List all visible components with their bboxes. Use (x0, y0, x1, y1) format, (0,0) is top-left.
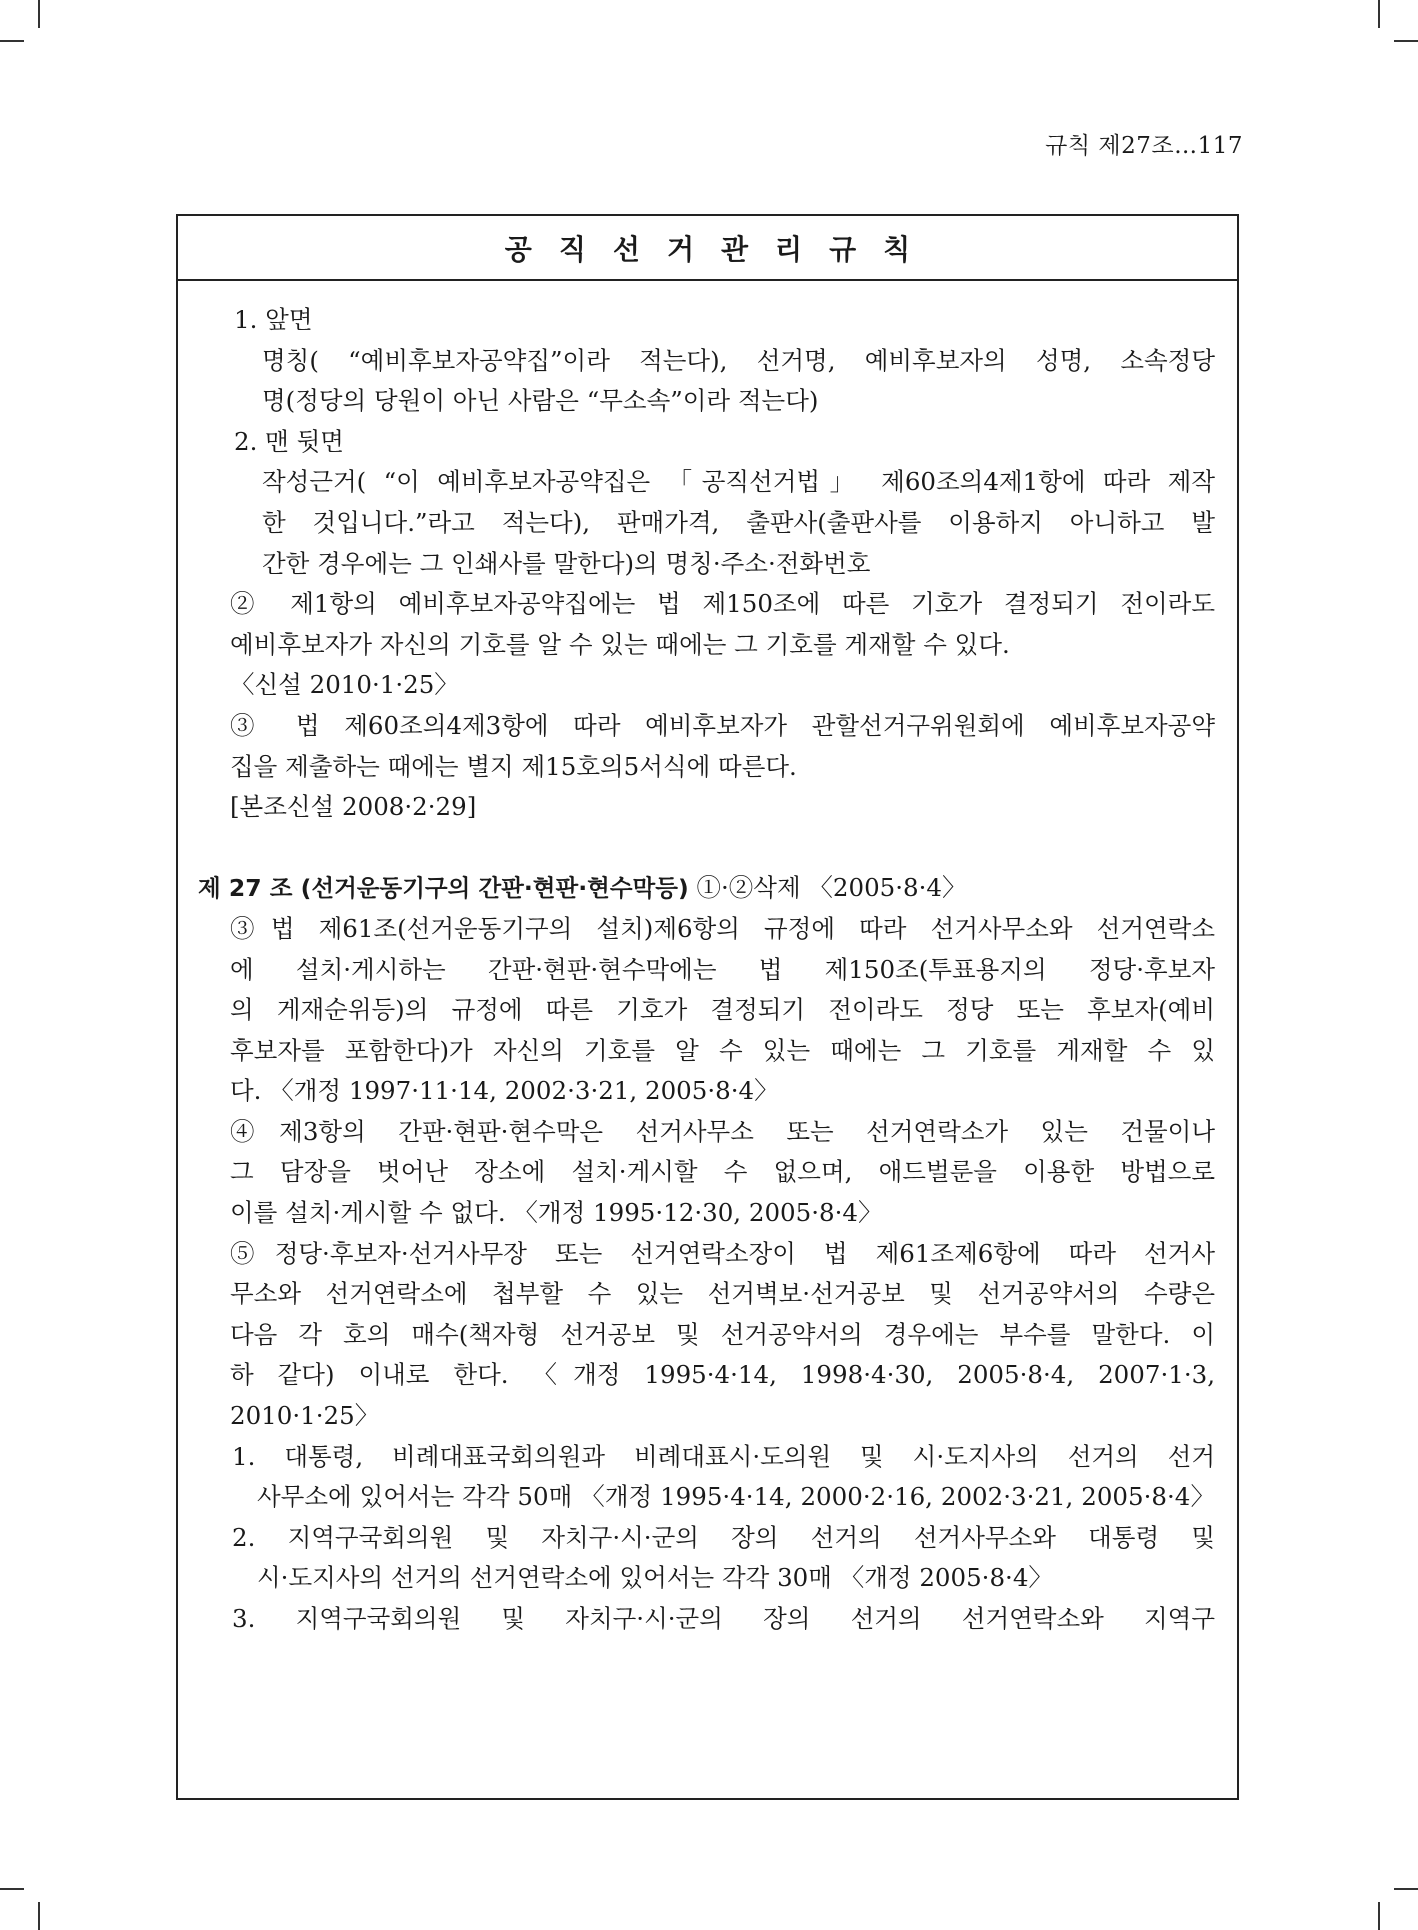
text-line: 이를 설치·게시할 수 없다. 〈개정 1995·12·30, 2005·8·4〉 (230, 1198, 883, 1228)
text-line: 작성근거( “이 예비후보자공약집은 「공직선거법」 제60조의4제1항에 따라 제작 (262, 467, 1215, 497)
article-deleted-note: ①·②삭제 〈2005·8·4〉 (696, 873, 967, 903)
text-line: 사무소에 있어서는 각각 50매 〈개정 1995·4·14, 2000·2·16, 2002·3·21, 2005·8·4〉 (257, 1482, 1215, 1512)
list-item-2: 2. 지역구국회의원 및 자치구·시·군의 장의 선거의 선거사무소와 대통령 및 (232, 1522, 1215, 1552)
item-front: 1. 앞면 (234, 305, 313, 334)
item-back: 2. 맨 뒷면 (234, 426, 344, 456)
crop-mark-bottom-left-h (0, 1888, 24, 1890)
text-line: 명(정당의 당원이 아닌 사람은 “무소속”이라 적는다) (262, 386, 819, 416)
list-item-1: 1. 대통령, 비례대표국회의원과 비례대표시·도의원 및 시·도지사의 선거의 선거 (232, 1441, 1215, 1471)
text-line: 2010·1·25〉 (230, 1401, 380, 1431)
article-27-heading (178, 868, 1215, 909)
amendment-note: 〈신설 2010·1·25〉 (230, 670, 459, 700)
crop-mark-bottom-left-v (38, 1902, 40, 1930)
content-box (176, 214, 1239, 1800)
crop-mark-top-right-h (1394, 40, 1418, 42)
text-line: 집을 제출하는 때에는 별지 제15호의5서식에 따른다. (230, 751, 797, 781)
crop-mark-bottom-right-h (1394, 1888, 1418, 1890)
text-line: 명칭( “예비후보자공약집”이라 적는다), 선거명, 예비후보자의 성명, 소속정당 (262, 345, 1215, 375)
text-line: 무소와 선거연락소에 첩부할 수 있는 선거벽보·선거공보 및 선거공약서의 수량은 (230, 1279, 1215, 1309)
crop-mark-top-left-h (0, 40, 24, 42)
running-head: 규칙 제27조…117 (1045, 133, 1243, 159)
text-line: 간한 경우에는 그 인쇄사를 말한다)의 명칭·주소·전화번호 (262, 548, 871, 578)
text-line: 에 설치·게시하는 간판·현판·현수막에는 법 제150조(투표용지의 정당·후보자 (230, 954, 1215, 984)
article-title: 제 27 조 (선거운동기구의 간판·현판·현수막등) (198, 874, 689, 903)
text-line: 의 게재순위등)의 규정에 따른 기호가 결정되기 전이라도 정당 또는 후보자(예비 (230, 995, 1215, 1025)
paragraph-3: ③ 법 제60조의4제3항에 따라 예비후보자가 관할선거구위원회에 예비후보자공약 (230, 710, 1215, 740)
crop-mark-top-right-v (1378, 0, 1380, 28)
enactment-note: [본조신설 2008·2·29] (230, 792, 477, 822)
crop-mark-bottom-right-v (1378, 1902, 1380, 1930)
text-line: 한 것입니다.”라고 적는다), 판매가격, 출판사(출판사를 이용하지 아니하고 발 (262, 507, 1215, 537)
text-line: 다음 각 호의 매수(책자형 선거공보 및 선거공약서의 경우에는 부수를 말한다. 이 (230, 1319, 1215, 1349)
box-title: 공직선거관리규칙 (178, 216, 1237, 281)
text-line: 시·도지사의 선거의 선거연락소에 있어서는 각각 30매 〈개정 2005·8·4〉 (257, 1563, 1053, 1593)
text-line: 예비후보자가 자신의 기호를 알 수 있는 때에는 그 기호를 게재할 수 있다. (230, 629, 1010, 659)
body-text (178, 281, 1237, 1640)
paragraph-3: ③법 제61조(선거운동기구의 설치)제6항의 규정에 따라 선거사무소와 선거연락소 (230, 913, 1215, 943)
text-line: 후보자를 포함한다)가 자신의 기호를 알 수 있는 때에는 그 기호를 게재할 수 있 (230, 1035, 1215, 1065)
paragraph-4: ④제3항의 간판·현판·현수막은 선거사무소 또는 선거연락소가 있는 건물이나 (230, 1116, 1215, 1146)
list-item-3: 3. 지역구국회의원 및 자치구·시·군의 장의 선거의 선거연락소와 지역구 (232, 1604, 1215, 1633)
text-line: 그 담장을 벗어난 장소에 설치·게시할 수 없으며, 애드벌룬을 이용한 방법으로 (230, 1157, 1215, 1187)
paragraph-5: ⑤정당·후보자·선거사무장 또는 선거연락소장이 법 제61조제6항에 따라 선거사 (230, 1238, 1215, 1268)
text-line: 다. 〈개정 1997·11·14, 2002·3·21, 2005·8·4〉 (230, 1076, 779, 1106)
crop-mark-top-left-v (38, 0, 40, 28)
text-line: 하 같다) 이내로 한다. 〈개정 1995·4·14, 1998·4·30, 2005·8·4, 2007·1·3, (230, 1360, 1215, 1390)
paragraph-2: ② 제1항의 예비후보자공약집에는 법 제150조에 따른 기호가 결정되기 전이라도 (230, 589, 1215, 619)
